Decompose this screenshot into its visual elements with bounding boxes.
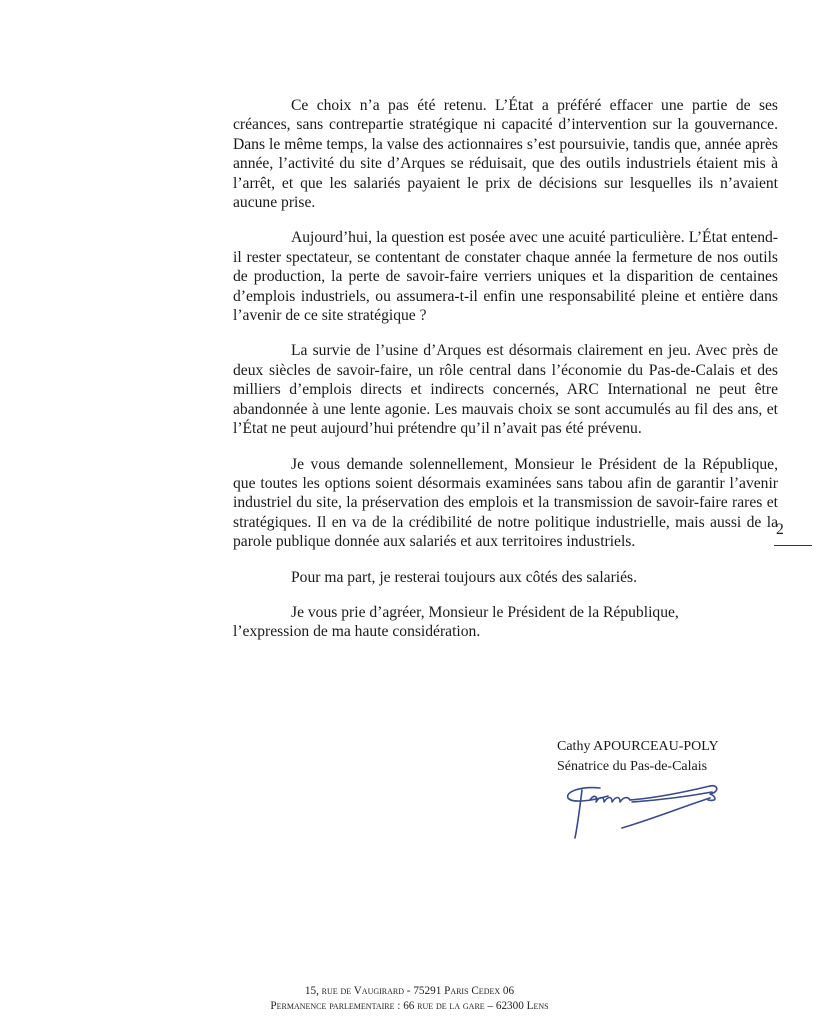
- signatory-title: Sénatrice du Pas-de-Calais: [557, 759, 708, 774]
- paragraph-4: Je vous demande solennellement, Monsieur le Président de la République, que toutes les options soient désormais examinées sans tabou afin de garantir l’avenir industriel du site, la préservation des emplois et la transmission de savoir-faire rares et stratégiques. Il en va de la crédibilité de notre politique industrielle, mais aussi de la parole publique donnée aux salariés et aux territoires industriels.: [233, 455, 778, 551]
- signatory-block: [557, 737, 719, 777]
- signatory-name: Cathy APOURCEAU-POLY: [557, 739, 719, 754]
- letterhead-footer: [0, 984, 819, 1014]
- closing-line-2: l’expression de ma haute considération.: [233, 623, 481, 641]
- footer-address-paris: 15, rue de Vaugirard - 75291 Paris Cedex 06: [304, 985, 515, 997]
- paragraph-1: Ce choix n’a pas été retenu. L’État a préféré effacer une partie de ses créances, sans contrepartie stratégique ni capacité d’intervention sur la gouvernance. Dans le même temps, la valse des actionnaires s’est poursuivie, tandis que, année après année, l’activité du site d’Arques se réduisait, que des outils industriels étaient mis à l’arrêt, et que les salariés payaient le prix de décisions sur lesquelles ils n’avaient aucune prise.: [233, 97, 778, 212]
- paragraph-3: La survie de l’usine d’Arques est désormais clairement en jeu. Avec près de deux siècles de savoir-faire, un rôle central dans l’économie du Pas-de-Calais et des milliers d’emplois directs et indirects concernés, ARC International ne peut être abandonnée à une lente agonie. Les mauvais choix se sont accumulés au fil des ans, et l’État ne peut aujourd’hui prétendre qu’il n’avait pas été prévenu.: [233, 342, 778, 438]
- closing-formula: [233, 603, 778, 642]
- signature-strokes: [568, 786, 717, 838]
- letter-body: [233, 96, 778, 642]
- paragraph-2: Aujourd’hui, la question est posée avec une acuité particulière. L’État entend-il rester spectateur, se contentant de constater chaque année la fermeture de nos outils de production, la perte de savoir-faire verriers uniques et la disparition de centaines d’emplois industriels, ou assumera-t-il enfin une responsabilité pleine et entière dans l’avenir de ce site stratégique ?: [233, 229, 778, 325]
- footer-address-lens: Permanence parlementaire : 66 rue de la gare – 62300 Lens: [270, 1000, 549, 1012]
- page-number-rule: [774, 545, 812, 546]
- page-number: 2: [776, 521, 784, 538]
- closing-line-1: Je vous prie d’agréer, Monsieur le Président de la République,: [291, 603, 679, 621]
- handwritten-signature: [560, 778, 735, 846]
- paragraph-5: Pour ma part, je resterai toujours aux côtés des salariés.: [291, 568, 637, 586]
